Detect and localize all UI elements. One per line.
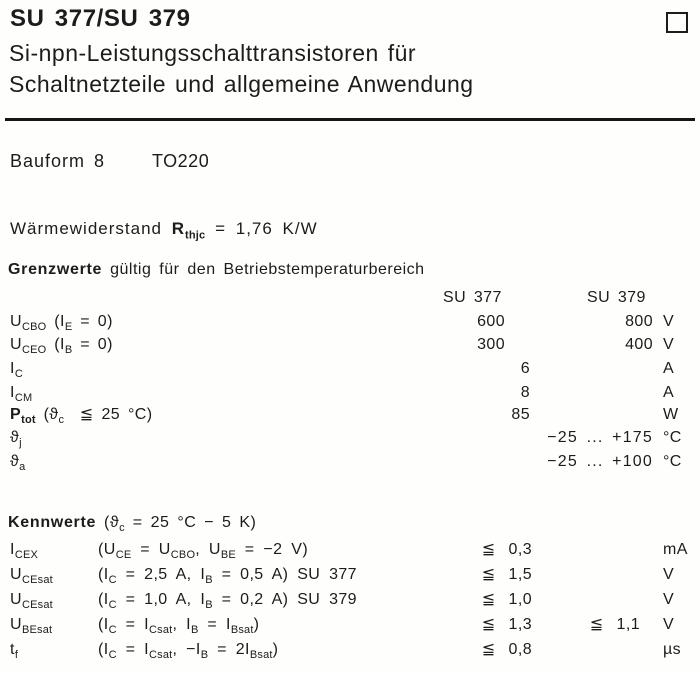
column-headers [0, 288, 700, 308]
unit: V [663, 336, 675, 353]
value-su379: 400 [625, 336, 653, 353]
parameter-symbol: $U_{CEsat}$ [10, 566, 53, 587]
table-row [0, 590, 700, 610]
table-row [0, 640, 700, 660]
unit: V [663, 591, 675, 608]
limit-su377: ≦ 0,3 [481, 541, 532, 558]
unit: V [663, 313, 675, 330]
table-row [0, 615, 700, 635]
limit-su379: ≦ 1,1 [589, 616, 640, 633]
kennwerte-heading-bold: Kennwerte [8, 514, 97, 531]
parameter-symbol: $U_{BEsat}$ [10, 616, 53, 637]
table-row [0, 312, 700, 332]
test-condition: ($I_C = 2,5$ A, $I_B = 0,5$ A) SU 377 [98, 566, 357, 587]
package-name: TO220 [152, 151, 210, 171]
unit: V [663, 566, 675, 583]
unit: mA [663, 541, 688, 558]
value-su377: 300 [477, 336, 505, 353]
table-row [0, 335, 700, 355]
bauform-label: Bauform 8 [10, 151, 106, 171]
table-row [0, 540, 700, 560]
test-condition: ($I_C = 1,0$ A, $I_B = 0,2$ A) SU 379 [98, 591, 357, 612]
page-subtitle [9, 38, 474, 100]
grenzwerte-heading-bold: Grenzwerte [8, 261, 103, 278]
kennwerte-heading-rest: ($ϑ_c = 25$ °C − 5 K) [96, 514, 257, 535]
row-label: $U_{CEO}$ $(I_B = 0)$ [10, 336, 113, 357]
kennwerte-heading [8, 513, 256, 533]
empty-square-icon [666, 12, 688, 33]
row-label: $ϑ_j$ [10, 429, 22, 450]
limit-su377: ≦ 1,0 [481, 591, 532, 608]
column-header-su377: SU 377 [443, 289, 502, 306]
unit: A [663, 360, 675, 377]
test-condition: ($I_C = I_{Csat}$, $I_B = I_{Bsat}$) [98, 616, 260, 637]
page-title: SU 377/SU 379 [10, 5, 191, 32]
unit: A [663, 384, 675, 401]
horizontal-rule [5, 118, 695, 121]
row-label: $P_{tot}$ ($ϑ_c$ ≦ 25 °C) [10, 406, 153, 427]
parameter-symbol: $I_{CEX}$ [10, 541, 39, 562]
limit-su377: ≦ 1,5 [481, 566, 532, 583]
table-row [0, 359, 700, 379]
value-su377: 600 [477, 313, 505, 330]
row-label: $U_{CBO}$ $(I_E = 0)$ [10, 313, 113, 334]
value-su379: 800 [625, 313, 653, 330]
test-condition: ($U_{CE} = U_{CBO}$, $U_{BE} = -2$ V) [98, 541, 309, 562]
package-line [0, 150, 700, 172]
table-row [0, 383, 700, 403]
unit: µs [663, 641, 682, 658]
table-row [0, 565, 700, 585]
thermal-resistance-line: Wärmewiderstand $R_{thjc} = 1,76$ K/W [10, 219, 318, 242]
grenzwerte-heading [8, 260, 425, 280]
value-common: 6 [520, 360, 530, 377]
grenzwerte-heading-rest: gültig für den Betriebstemperaturbereich [102, 261, 425, 278]
value-range: −25 ... +175 [547, 429, 653, 446]
unit: V [663, 616, 675, 633]
parameter-symbol: $t_f$ [10, 641, 19, 662]
row-label: $I_C$ [10, 360, 24, 381]
value-range: −25 ... +100 [547, 453, 653, 470]
row-label: $ϑ_a$ [10, 453, 26, 474]
unit: °C [663, 453, 682, 470]
parameter-symbol: $U_{CEsat}$ [10, 591, 53, 612]
limit-su377: ≦ 1,3 [481, 616, 532, 633]
value-common: 8 [520, 384, 530, 401]
value-common: 85 [511, 406, 530, 423]
unit: W [663, 406, 679, 423]
column-header-su379: SU 379 [587, 289, 646, 306]
subtitle-line-1: Si-npn-Leistungsschalttransistoren für [9, 40, 417, 66]
row-label: $I_{CM}$ [10, 384, 33, 405]
table-row [0, 405, 700, 425]
table-row [0, 452, 700, 472]
test-condition: ($I_C = I_{Csat}$, $-I_B = 2I_{Bsat}$) [98, 641, 279, 662]
table-row [0, 428, 700, 448]
subtitle-line-2: Schaltnetzteile und allgemeine Anwendung [9, 71, 474, 97]
limit-su377: ≦ 0,8 [481, 641, 532, 658]
unit: °C [663, 429, 682, 446]
